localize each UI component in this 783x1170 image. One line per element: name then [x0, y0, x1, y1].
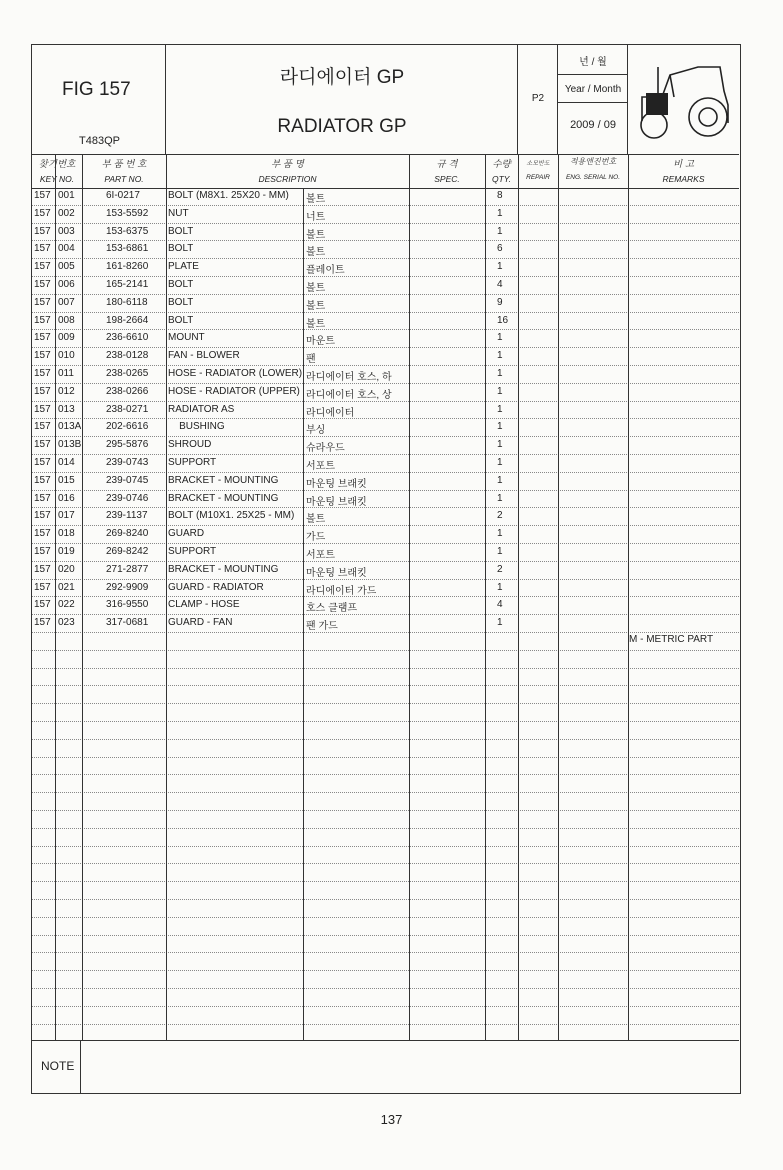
qty-cell: 1 [497, 350, 503, 362]
note-label: NOTE [41, 1059, 75, 1073]
fig-cell: 157 [34, 510, 51, 522]
fig-cell: 157 [34, 385, 51, 397]
key-cell: 009 [58, 332, 75, 344]
key-cell: 020 [58, 563, 75, 575]
key-cell: 013 [58, 403, 75, 415]
table-row [32, 348, 739, 366]
qty-cell: 9 [497, 296, 503, 308]
description-cell: BRACKET - MOUNTING [168, 563, 279, 575]
fig-cell: 157 [34, 403, 51, 415]
fig-cell: 157 [34, 457, 51, 468]
part-number-cell: 153-6861 [106, 243, 149, 255]
empty-row [32, 936, 739, 954]
empty-row [32, 971, 739, 989]
key-cell: 008 [58, 314, 75, 326]
korean-name-cell: 플레이트 [306, 265, 345, 277]
key-cell: 017 [58, 510, 75, 522]
issue-date: 2009 / 09 [570, 119, 616, 131]
description-cell: BOLT [168, 314, 194, 326]
table-row [32, 580, 739, 598]
part-number-cell: 238-0128 [106, 350, 149, 362]
note-section [32, 1040, 739, 1094]
qty-cell: 1 [497, 385, 503, 397]
fig-cell: 157 [34, 261, 51, 273]
table-row [32, 206, 739, 224]
qty-cell: 2 [497, 563, 503, 575]
col-spec: 규 격 SPEC. [434, 159, 460, 184]
empty-row [32, 686, 739, 704]
key-cell: 018 [58, 528, 75, 540]
key-cell: 011 [58, 368, 74, 379]
qty-cell: 4 [497, 599, 503, 611]
fig-cell: 157 [34, 243, 51, 255]
key-cell: 007 [58, 296, 75, 308]
part-number-cell: 239-0743 [106, 457, 149, 468]
key-cell: 019 [58, 546, 75, 557]
qty-cell: 1 [497, 617, 503, 629]
part-number-cell: 153-5592 [106, 207, 149, 219]
table-row [32, 366, 739, 384]
part-number-cell: 269-8240 [106, 528, 149, 540]
parts-sheet [31, 44, 741, 1094]
qty-cell: 1 [497, 439, 503, 451]
qty-cell: 1 [497, 225, 503, 237]
korean-name-cell: 볼트 [306, 247, 326, 259]
year-month-label: Year / Month [564, 84, 622, 95]
table-row [32, 455, 739, 473]
key-cell: 015 [58, 474, 75, 486]
korean-name-cell: 볼트 [306, 318, 326, 330]
tractor-icon [628, 45, 739, 154]
page-code: P2 [531, 93, 545, 104]
empty-row [32, 775, 739, 793]
description-cell: CLAMP - HOSE [168, 599, 240, 611]
fig-cell: 157 [34, 492, 51, 504]
fig-cell: 157 [34, 474, 51, 486]
korean-name-cell: 마운팅 브래킷 [306, 567, 367, 579]
table-row [32, 437, 739, 455]
part-number-cell: 198-2664 [106, 314, 149, 326]
part-number-cell: 165-2141 [106, 279, 149, 290]
col-part: 부 품 번 호 PART NO. [101, 159, 147, 184]
qty-cell: 1 [497, 368, 503, 379]
key-cell: 003 [58, 225, 75, 237]
korean-name-cell: 마운팅 브래킷 [306, 496, 367, 508]
table-row [32, 615, 739, 633]
korean-name-cell: 서포트 [306, 550, 335, 561]
col-key: 찾기번호 KEY NO. [38, 159, 76, 184]
metric-remark: M - METRIC PART [629, 634, 714, 645]
title-korean: 라디에이터 GP [279, 67, 405, 88]
column-headers [32, 154, 739, 189]
date-cell [558, 45, 628, 154]
key-cell: 001 [58, 190, 75, 201]
korean-name-cell: 슈라우드 [306, 443, 345, 455]
qty-cell: 2 [497, 510, 503, 522]
table-row [32, 419, 739, 437]
part-number-cell: 153-6375 [106, 225, 149, 237]
korean-name-cell: 볼트 [306, 194, 326, 205]
description-cell: HOSE - RADIATOR (UPPER) [168, 385, 300, 397]
part-number-cell: 236-6610 [106, 332, 149, 344]
description-cell: BOLT (M10X1. 25X25 - MM) [168, 510, 295, 522]
part-number-cell: 161-8260 [106, 261, 149, 273]
table-row [32, 313, 739, 331]
figure-number: FIG 157 [62, 79, 131, 100]
description-cell: RADIATOR AS [168, 403, 235, 415]
fig-cell: 157 [34, 332, 51, 344]
korean-name-cell: 호스 클램프 [306, 603, 358, 615]
key-cell: 021 [58, 581, 75, 593]
part-number-cell: 292-9909 [106, 581, 149, 593]
fig-cell: 157 [34, 581, 51, 593]
description-cell: BOLT (M8X1. 25X20 - MM) [168, 190, 289, 201]
year-month-korean: 년 / 월 [579, 57, 607, 68]
key-cell: 013A [58, 421, 82, 433]
description-cell: BOLT [168, 243, 194, 255]
part-number-cell: 269-8242 [106, 546, 149, 557]
empty-row [32, 740, 739, 758]
key-cell: 004 [58, 243, 75, 255]
table-row [32, 473, 739, 491]
description-cell: FAN - BLOWER [168, 350, 240, 362]
part-number-cell: 239-0745 [106, 474, 149, 486]
qty-cell: 1 [497, 546, 503, 557]
description-cell: PLATE [168, 261, 199, 273]
table-row [32, 384, 739, 402]
korean-name-cell: 팬 [306, 354, 316, 366]
fig-cell: 157 [34, 528, 51, 540]
qty-cell: 1 [497, 528, 503, 540]
qty-cell: 1 [497, 261, 503, 273]
korean-name-cell: 볼트 [306, 283, 326, 294]
description-cell: GUARD - RADIATOR [168, 581, 264, 593]
part-number-cell: 239-1137 [106, 510, 148, 522]
description-cell: BOLT [168, 225, 194, 237]
korean-name-cell: 부싱 [306, 425, 326, 437]
description-cell: BOLT [168, 279, 194, 290]
table-row [32, 277, 739, 295]
korean-name-cell: 볼트 [306, 229, 326, 241]
fig-cell: 157 [34, 207, 51, 219]
key-cell: 013B [58, 439, 82, 451]
description-cell: BUSHING [168, 421, 225, 433]
part-number-cell: 238-0265 [106, 368, 149, 379]
korean-name-cell: 라디에이터 [306, 407, 355, 419]
key-cell: 012 [58, 385, 75, 397]
fig-cell: 157 [34, 599, 51, 611]
description-cell: GUARD - FAN [168, 617, 233, 629]
table-row [32, 259, 739, 277]
korean-name-cell: 너트 [306, 211, 326, 223]
page-cell [518, 45, 558, 154]
table-row [32, 562, 739, 580]
empty-row [32, 918, 739, 936]
part-number-cell: 317-0681 [106, 617, 149, 629]
fig-cell: 157 [34, 350, 51, 362]
description-cell: HOSE - RADIATOR (LOWER) [168, 368, 302, 379]
title-english: RADIATOR GP [277, 116, 407, 137]
empty-row [32, 704, 739, 722]
figure-cell [32, 45, 166, 154]
model-code: T483QP [79, 135, 120, 147]
part-number-cell: 316-9550 [106, 599, 149, 611]
tractor-icon-cell [628, 45, 739, 154]
page-number: 137 [380, 1112, 403, 1127]
table-row [32, 224, 739, 242]
table-row [32, 597, 739, 615]
description-cell: BRACKET - MOUNTING [168, 492, 279, 504]
table-row [32, 241, 739, 259]
fig-cell: 157 [34, 546, 51, 557]
qty-cell: 1 [497, 492, 503, 504]
korean-name-cell: 라디에이터 호스, 상 [306, 389, 392, 401]
col-serial: 적용엔진번호 ENG. SERIAL NO. [565, 157, 621, 181]
empty-row [32, 1007, 739, 1025]
empty-row [32, 953, 739, 971]
table-row [32, 402, 739, 420]
qty-cell: 1 [497, 457, 503, 468]
fig-cell: 157 [34, 563, 51, 575]
qty-cell: 1 [497, 332, 503, 344]
qty-cell: 6 [497, 243, 503, 255]
table-row [32, 508, 739, 526]
key-cell: 005 [58, 261, 75, 273]
sheet-header [32, 45, 739, 155]
empty-row [32, 829, 739, 847]
empty-row [32, 882, 739, 900]
part-number-cell: 180-6118 [106, 296, 148, 308]
qty-cell: 8 [497, 190, 503, 201]
description-cell: SHROUD [168, 439, 212, 451]
empty-row [32, 651, 739, 669]
empty-row [32, 900, 739, 918]
table-row [32, 330, 739, 348]
fig-cell: 157 [34, 225, 51, 237]
empty-row [32, 669, 739, 687]
part-number-cell: 239-0746 [106, 492, 149, 504]
part-number-cell: 6I-0217 [106, 190, 140, 201]
fig-cell: 157 [34, 296, 51, 308]
title-cell [166, 45, 518, 154]
fig-cell: 157 [34, 439, 51, 451]
korean-name-cell: 마운팅 브래킷 [306, 478, 367, 490]
col-remarks: 비 고 REMARKS [662, 159, 705, 184]
korean-name-cell: 라디에이터 가드 [306, 585, 377, 597]
korean-name-cell: 서포트 [306, 461, 335, 472]
part-number-cell: 271-2877 [106, 563, 149, 575]
fig-cell: 157 [34, 421, 51, 433]
fig-cell: 157 [34, 617, 51, 629]
table-row [32, 526, 739, 544]
qty-cell: 1 [497, 207, 503, 219]
description-cell: BOLT [168, 296, 194, 308]
fig-cell: 157 [34, 314, 51, 326]
table-row [32, 188, 739, 206]
korean-name-cell: 마운트 [306, 336, 335, 348]
qty-cell: 1 [497, 403, 503, 415]
korean-name-cell: 라디에이터 호스, 하 [306, 372, 392, 383]
key-cell: 014 [58, 457, 75, 468]
table-row [32, 544, 739, 562]
part-number-cell: 238-0266 [106, 385, 149, 397]
part-number-cell: 202-6616 [106, 421, 149, 433]
qty-cell: 16 [497, 314, 509, 326]
qty-cell: 4 [497, 279, 503, 290]
description-cell: MOUNT [168, 332, 205, 344]
key-cell: 006 [58, 279, 75, 290]
part-number-cell: 295-5876 [106, 439, 149, 451]
korean-name-cell: 팬 가드 [306, 621, 338, 633]
col-repair: 소모반도 REPAIR [526, 161, 550, 181]
part-number-cell: 238-0271 [106, 403, 149, 415]
table-row [32, 295, 739, 313]
qty-cell: 1 [497, 474, 503, 486]
description-cell: GUARD [168, 528, 205, 540]
korean-name-cell: 볼트 [306, 514, 326, 526]
empty-row [32, 864, 739, 882]
empty-row [32, 793, 739, 811]
qty-cell: 1 [497, 421, 503, 433]
fig-cell: 157 [34, 279, 51, 290]
empty-row [32, 811, 739, 829]
key-cell: 010 [58, 350, 75, 362]
empty-row [32, 847, 739, 865]
key-cell: 022 [58, 599, 75, 611]
fig-cell: 157 [34, 368, 51, 379]
key-cell: 002 [58, 207, 75, 219]
empty-row [32, 758, 739, 776]
description-cell: BRACKET - MOUNTING [168, 474, 279, 486]
description-cell: SUPPORT [168, 546, 217, 557]
description-cell: SUPPORT [168, 457, 217, 468]
col-desc: 부 품 명 DESCRIPTION [258, 159, 317, 184]
empty-row [32, 989, 739, 1007]
key-cell: 023 [58, 617, 75, 629]
col-qty: 수량 QTY. [491, 159, 512, 184]
korean-name-cell: 가드 [306, 532, 326, 544]
key-cell: 016 [58, 492, 75, 504]
qty-cell: 1 [497, 581, 503, 593]
fig-cell: 157 [34, 190, 51, 201]
table-row [32, 491, 739, 509]
empty-row [32, 722, 739, 740]
description-cell: NUT [168, 207, 189, 219]
korean-name-cell: 볼트 [306, 300, 326, 312]
